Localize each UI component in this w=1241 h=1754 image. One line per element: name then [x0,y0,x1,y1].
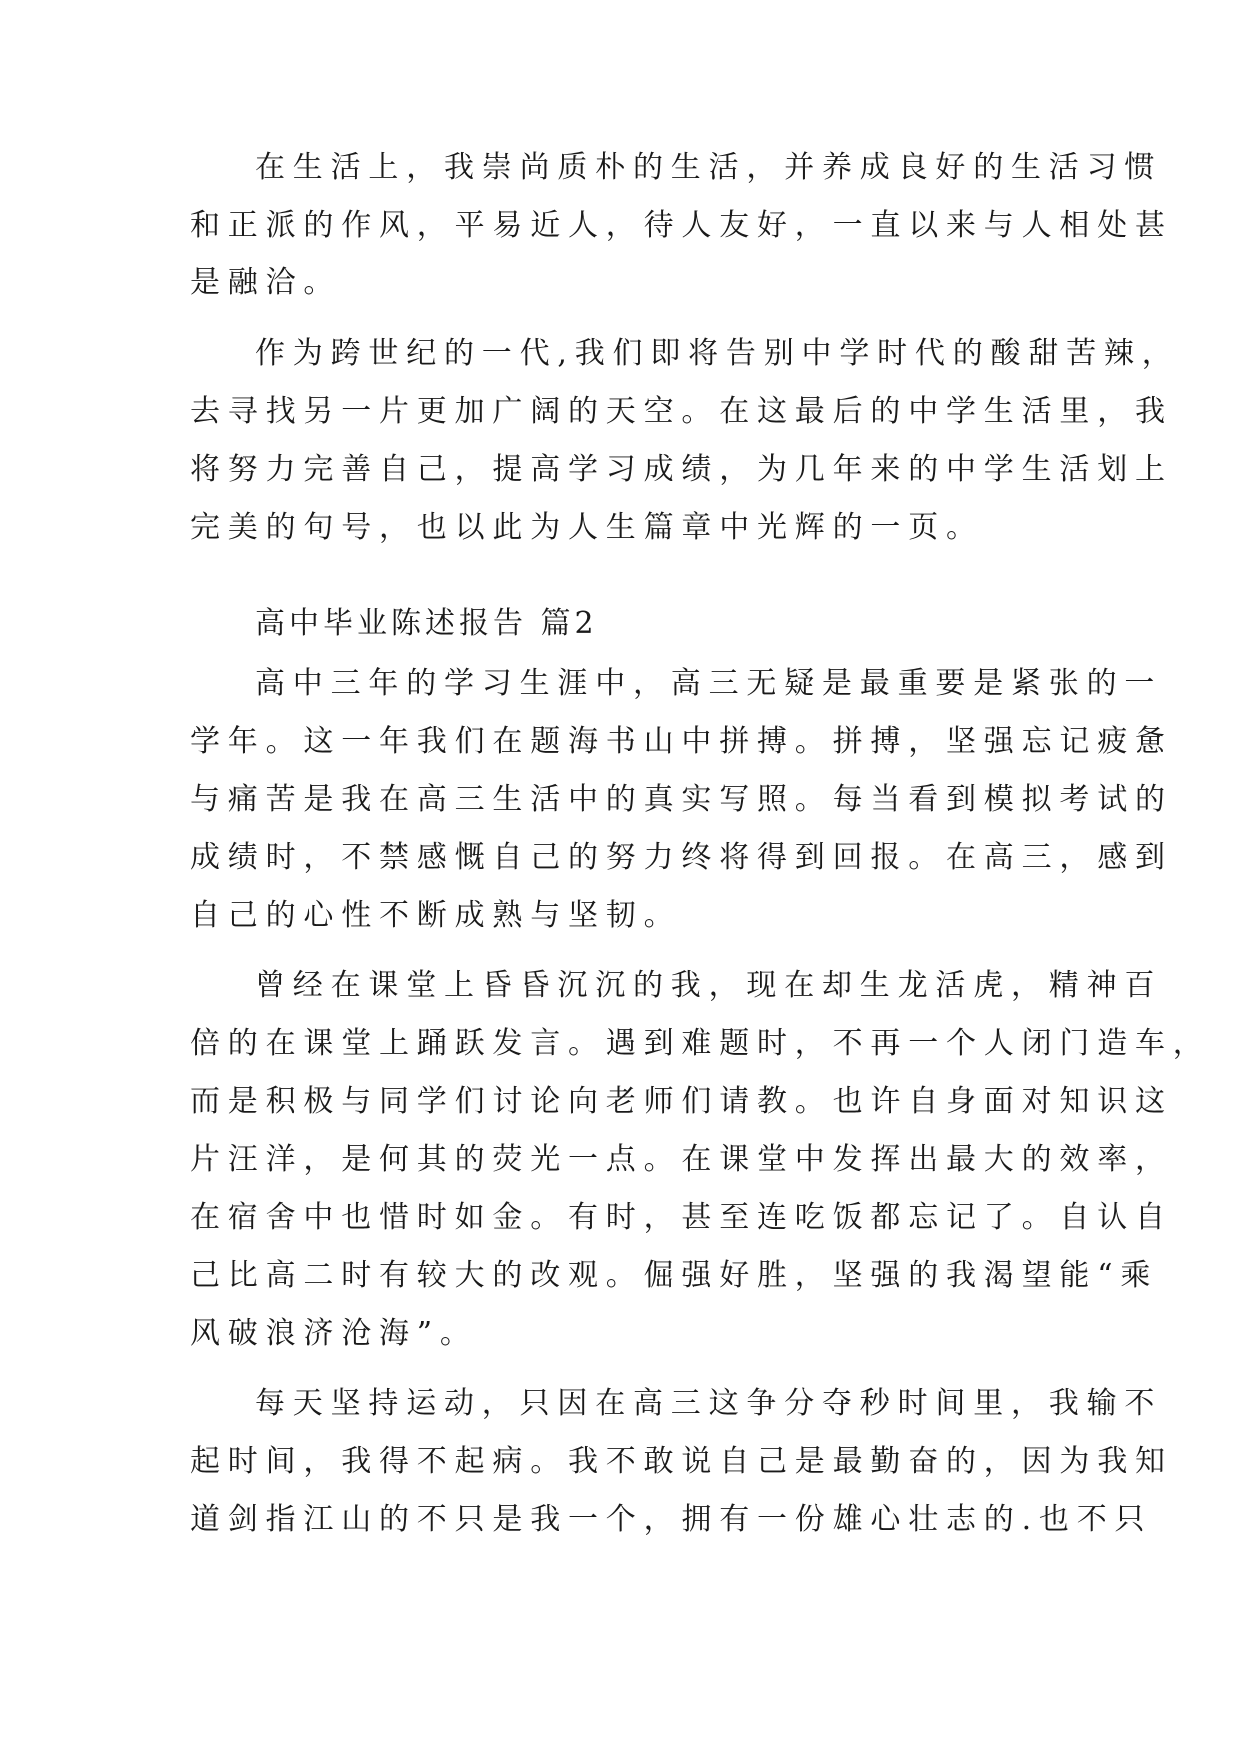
paragraph-line: 风破浪济沧海”。 [190,1316,478,1351]
paragraph-line: 完美的句号，也以此为人生篇章中光辉的一页。 [190,510,984,545]
paragraph-line: 自己的心性不断成熟与坚韧。 [190,898,682,933]
paragraph-line: 倍的在课堂上踊跃发言。遇到难题时，不再一个人闭门造车， [190,1026,1211,1061]
paragraph-line: 成绩时，不禁感慨自己的努力终将得到回报。在高三，感到 [190,840,1173,875]
paragraph-line: 在生活上，我崇尚质朴的生活，并养成良好的生活习惯 [255,150,1163,185]
paragraph-line: 而是积极与同学们讨论向老师们请教。也许自身面对知识这 [190,1084,1173,1119]
paragraph-line: 道剑指江山的不只是我一个，拥有一份雄心壮志的.也不只 [190,1502,1153,1537]
paragraph-line: 和正派的作风，平易近人，待人友好，一直以来与人相处甚 [190,208,1173,243]
paragraph-line: 高中三年的学习生涯中，高三无疑是最重要是紧张的一 [255,666,1163,701]
paragraph-line: 与痛苦是我在高三生活中的真实写照。每当看到模拟考试的 [190,782,1173,817]
paragraph-line: 在宿舍中也惜时如金。有时，甚至连吃饭都忘记了。自认自 [190,1200,1173,1235]
paragraph-line: 学年。这一年我们在题海书山中拼搏。拼搏，坚强忘记疲惫 [190,724,1173,759]
paragraph-line: 己比高二时有较大的改观。倔强好胜，坚强的我渴望能“乘 [190,1258,1159,1293]
paragraph-line: 曾经在课堂上昏昏沉沉的我，现在却生龙活虎，精神百 [255,968,1163,1003]
paragraph-line: 将努力完善自己，提高学习成绩，为几年来的中学生活划上 [190,452,1173,487]
paragraph-line: 每天坚持运动，只因在高三这争分夺秒时间里，我输不 [255,1386,1163,1421]
paragraph-line: 是融洽。 [190,265,342,300]
paragraph-line: 片汪洋，是何其的荧光一点。在课堂中发挥出最大的效率， [190,1142,1173,1177]
section-heading: 高中毕业陈述报告 篇2 [255,606,598,641]
paragraph-line: 作为跨世纪的一代,我们即将告别中学时代的酸甜苦辣， [255,336,1180,371]
paragraph-line: 去寻找另一片更加广阔的天空。在这最后的中学生活里，我 [190,394,1173,429]
paragraph-line: 起时间，我得不起病。我不敢说自己是最勤奋的，因为我知 [190,1444,1173,1479]
